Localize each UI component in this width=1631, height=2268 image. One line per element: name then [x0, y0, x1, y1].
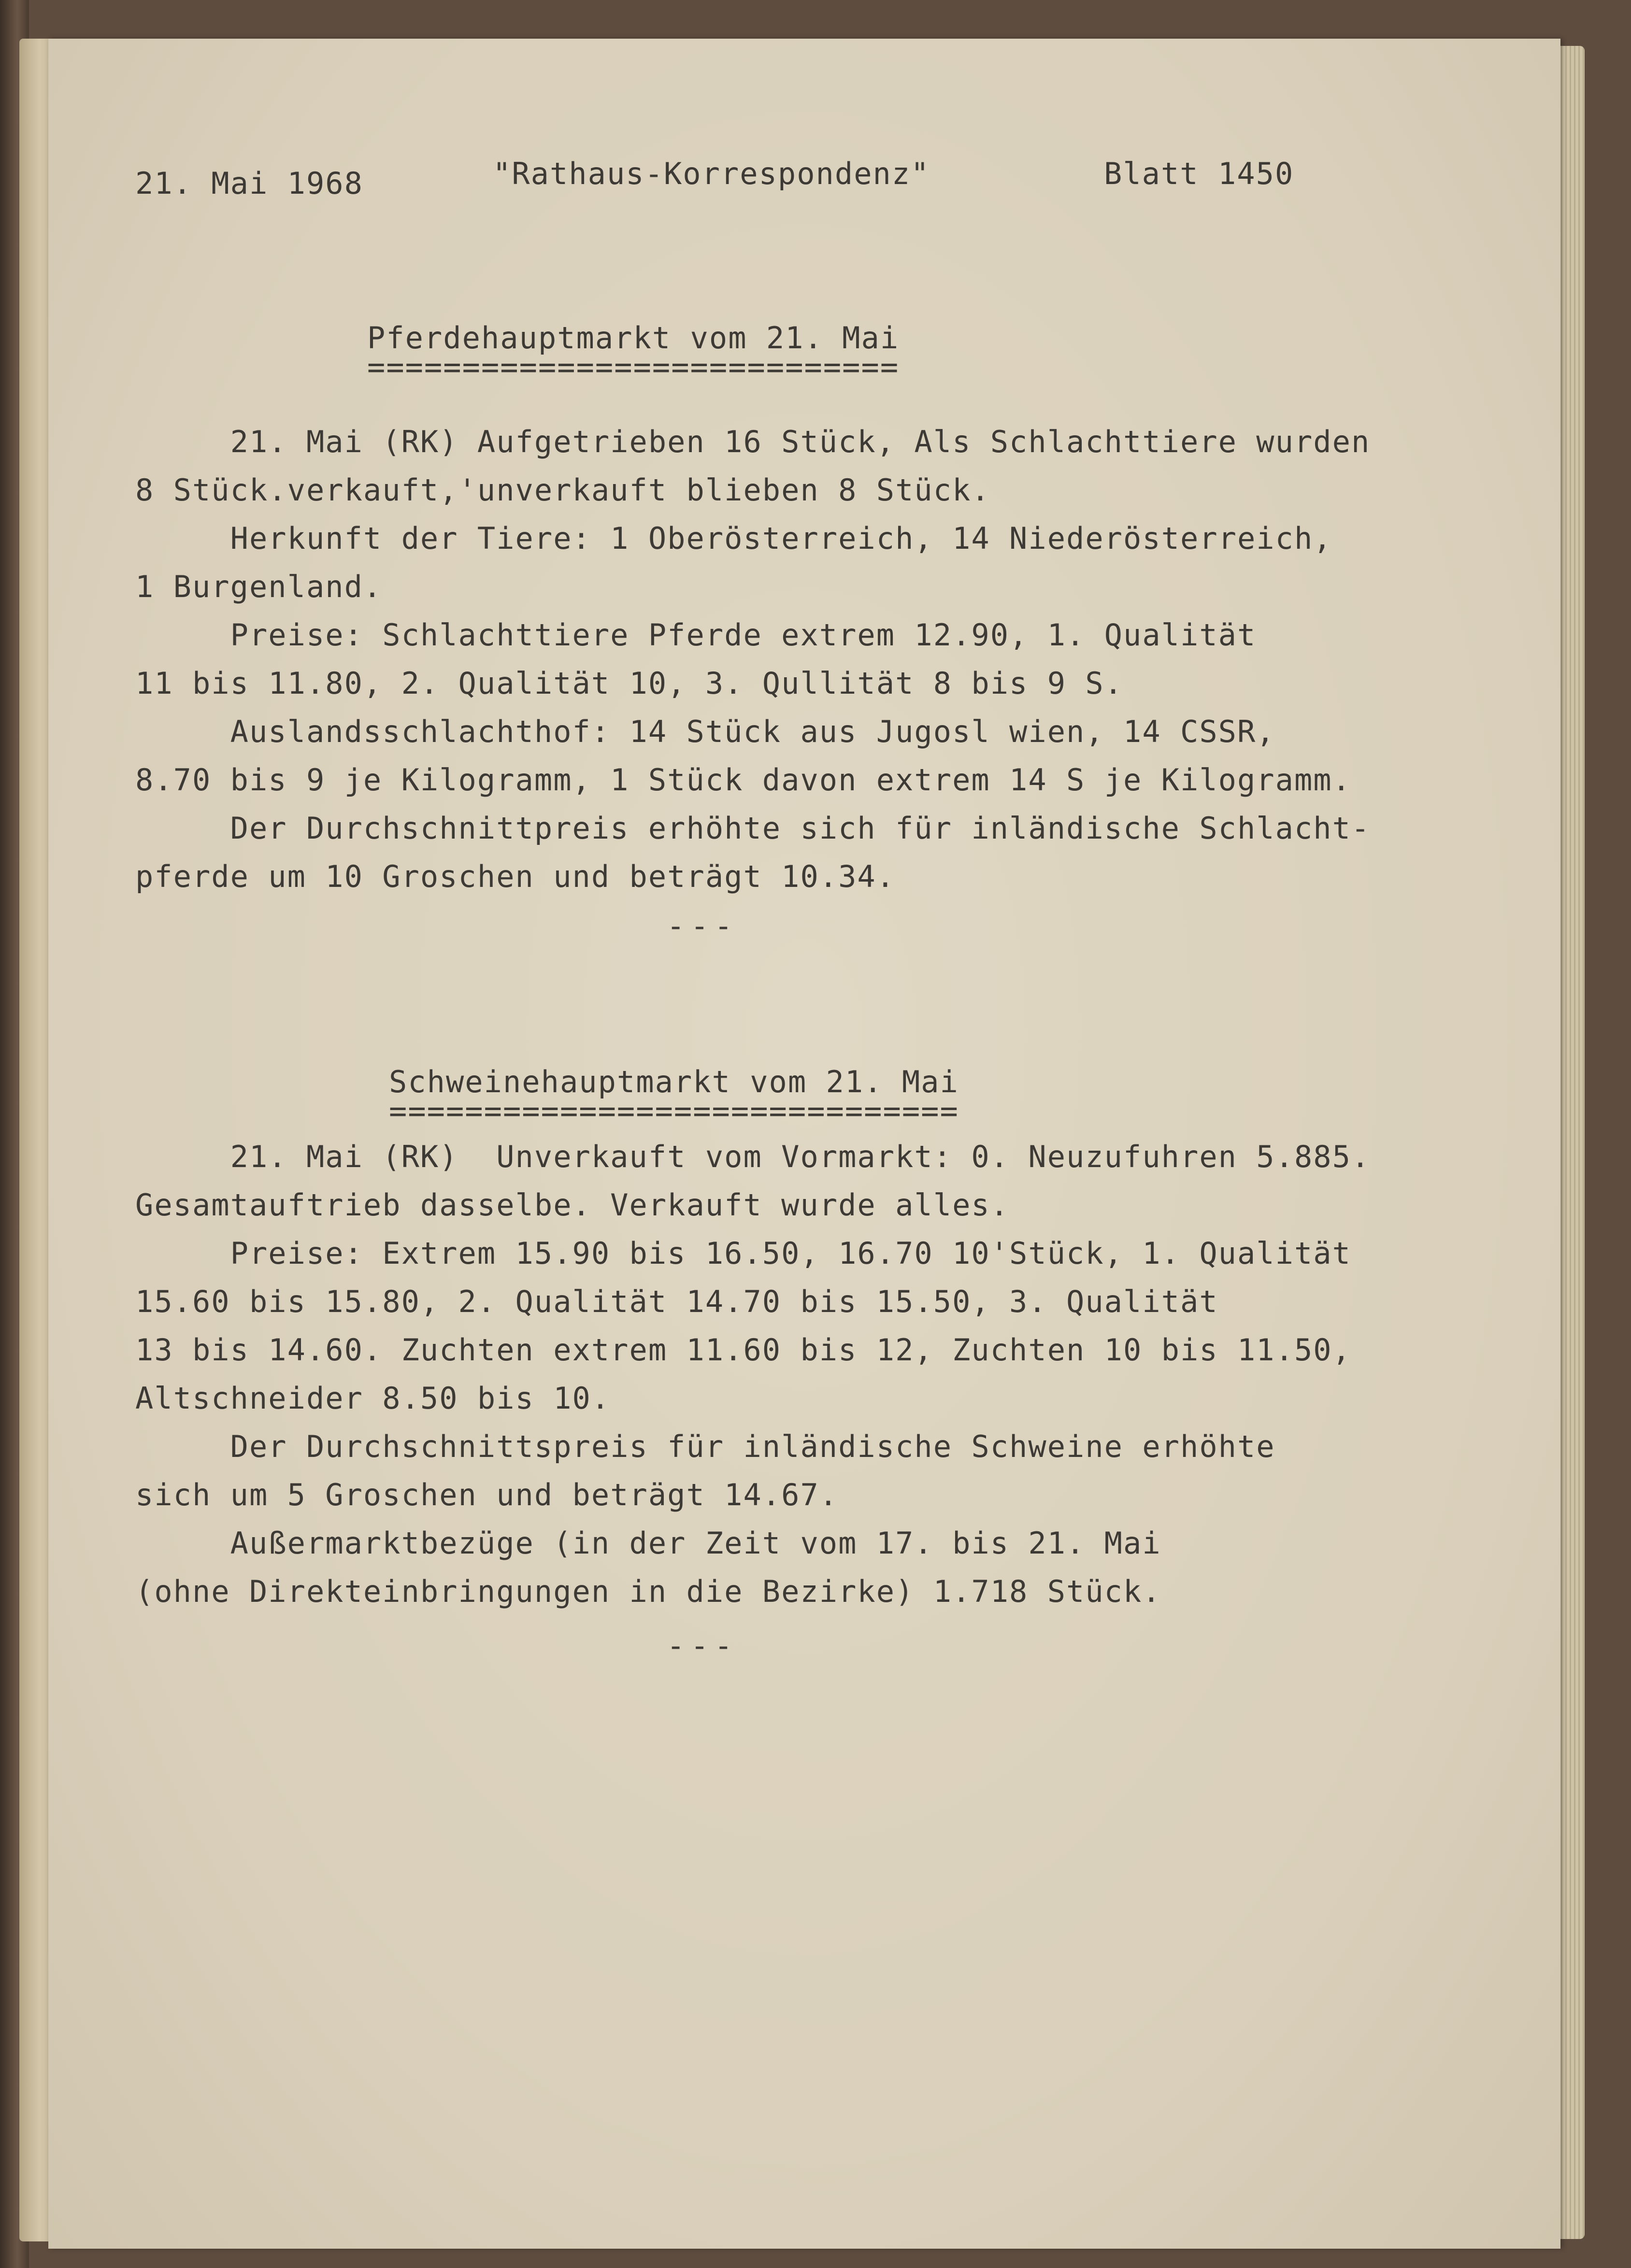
body-line: 8 Stück.verkauft,'unverkauft blieben 8 Stück. [135, 472, 990, 508]
body-line: 11 bis 11.80, 2. Qualität 10, 3. Qullität 8 bis 9 S. [135, 666, 1124, 701]
document-page [48, 39, 1560, 2249]
body-line: sich um 5 Groschen und beträgt 14.67. [135, 1477, 839, 1512]
section-separator: --- [667, 1628, 738, 1663]
body-line: Gesamtauftrieb dasselbe. Verkauft wurde alles. [135, 1187, 1010, 1223]
body-line: Auslandsschlachthof: 14 Stück aus Jugosl wien, 14 CSSR, [135, 714, 1275, 749]
section-heading: Schweinehauptmarkt vom 21. Mai [389, 1064, 959, 1099]
body-line: Außermarktbezüge (in der Zeit vom 17. bis 21. Mai [135, 1526, 1161, 1561]
header-date: 21. Mai 1968 [135, 166, 363, 201]
body-line: 15.60 bis 15.80, 2. Qualität 14.70 bis 15.50, 3. Qualität [135, 1284, 1218, 1319]
body-line: pferde um 10 Groschen und beträgt 10.34. [135, 859, 896, 894]
body-line: 1 Burgenland. [135, 569, 383, 604]
body-line: Preise: Schlachttiere Pferde extrem 12.90, 1. Qualität [135, 617, 1257, 653]
body-line: 13 bis 14.60. Zuchten extrem 11.60 bis 12, Zuchten 10 bis 11.50, [135, 1332, 1351, 1368]
body-line: Altschneider 8.50 bis 10. [135, 1381, 611, 1416]
body-line: 21. Mai (RK) Aufgetrieben 16 Stück, Als Schlachttiere wurden [135, 424, 1371, 459]
header-publication: "Rathaus-Korrespondenz" [493, 156, 930, 191]
section-separator: --- [667, 908, 738, 943]
section-underline: ============================== [389, 1093, 959, 1128]
page-stack-edge [1558, 46, 1585, 2239]
body-line: Preise: Extrem 15.90 bis 16.50, 16.70 10'Stück, 1. Qualität [135, 1236, 1351, 1271]
body-line: 8.70 bis 9 je Kilogramm, 1 Stück davon extrem 14 S je Kilogramm. [135, 762, 1351, 798]
section-heading: Pferdehauptmarkt vom 21. Mai [367, 320, 900, 356]
body-line: Der Durchschnittspreis für inländische Schweine erhöhte [135, 1429, 1275, 1464]
body-line: Herkunft der Tiere: 1 Oberösterreich, 14 Niederösterreich, [135, 521, 1332, 556]
body-line: (ohne Direkteinbringungen in die Bezirke) 1.718 Stück. [135, 1574, 1161, 1609]
section-underline: ============================ [367, 349, 900, 385]
body-line: 21. Mai (RK) Unverkauft vom Vormarkt: 0. Neuzufuhren 5.885. [135, 1139, 1371, 1174]
body-line: Der Durchschnittpreis erhöhte sich für inländische Schlacht- [135, 811, 1371, 846]
header-sheet-number: Blatt 1450 [1104, 156, 1294, 191]
